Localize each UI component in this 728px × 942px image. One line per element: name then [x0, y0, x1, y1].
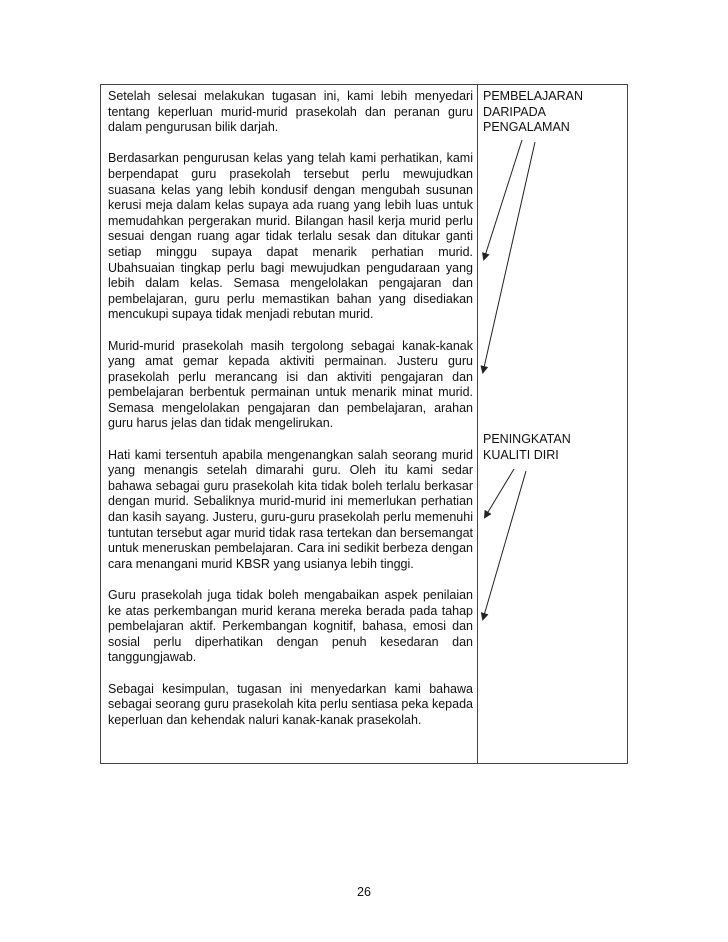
theme-label-line: PENGALAMAN: [483, 120, 570, 135]
reflection-table: [100, 84, 628, 764]
paragraph-affection: Hati kami tersentuh apabila mengenangkan salah seorang murid yang menangis setelah dimarahi guru. Oleh itu kami sedar bahawa sebagai guru prasekolah kita tidak boleh terlalu berkasar dengan murid. Sebaliknya murid-murid ini memerlukan perhatian dan kasih sayang. Justeru, guru-guru prasekolah perlu memenuhi tuntutan tersebut agar murid tidak rasa tertekan dan bersemangat untuk meneruskan pembelajaran. Cara ini sedikit berbeza dengan cara menangani murid KBSR yang usianya lebih tinggi.: [108, 447, 473, 571]
paragraph-play-activities: Murid-murid prasekolah masih tergolong sebagai kanak-kanak yang amat gemar kepada aktiviti permainan. Justeru guru prasekolah perlu merancang isi dan aktiviti pengajaran dan pembelajaran berbentuk permainan untuk menarik minat murid. Semasa mengelolakan pengajaran dan pembelajaran, arahan guru harus jelas dan tidak mengelirukan.: [108, 338, 473, 431]
paragraph-conclusion: Sebagai kesimpulan, tugasan ini menyedarkan kami bahawa sebagai seorang guru prasekolah kita perlu sentiasa peka kepada keperluan dan kehendak naluri kanak-kanak prasekolah.: [108, 681, 473, 727]
arrow-line-3: [485, 469, 514, 517]
theme-label-line: PEMBELAJARAN: [483, 89, 584, 103]
connector-arrows: [101, 85, 629, 765]
arrow-line-4: [483, 471, 526, 619]
theme-label-line: KUALITI DIRI: [483, 447, 559, 462]
page-number: 26: [357, 885, 371, 899]
theme-label-line: DARIPADA: [483, 104, 546, 119]
theme-label-line: PENINGKATAN: [483, 432, 571, 446]
paragraph-assessment: Guru prasekolah juga tidak boleh mengabaikan aspek penilaian ke atas perkembangan murid kerana mereka berada pada tahap pembelajaran aktif. Perkembangan kognitif, bahasa, emosi dan sosial perlu diperhatikan dengan penuh kesedaran dan tanggungjawab.: [108, 588, 473, 665]
paragraph-intro: Setelah selesai melakukan tugasan ini, kami lebih menyedari tentang keperluan murid-murid prasekolah dan peranan guru dalam pengurusan bilik darjah.: [108, 89, 473, 135]
arrow-line-1: [484, 140, 522, 259]
arrow-line-2: [483, 142, 535, 372]
paragraph-classroom-management: Berdasarkan pengurusan kelas yang telah kami perhatikan, kami berpendapat guru prasekolah tersebut perlu mewujudkan suasana kelas yang lebih kondusif dengan mengubah susunan kerusi meja dalam kelas supaya ada ruang yang lebih luas untuk memudahkan pergerakan murid. Bilangan hasil kerja murid perlu sesuai dengan ruang agar tidak terlalu sesak dan ditukar ganti setiap minggu supaya dapat menarik perhatian murid. Ubahsuaian tingkap perlu bagi mewujudkan pengudaraan yang lebih dalam kelas. Semasa mengelolakan pengajaran dan pembelajaran, guru perlu memastikan bahan yang disediakan mencukupi supaya tidak menjadi rebutan murid.: [108, 151, 473, 322]
